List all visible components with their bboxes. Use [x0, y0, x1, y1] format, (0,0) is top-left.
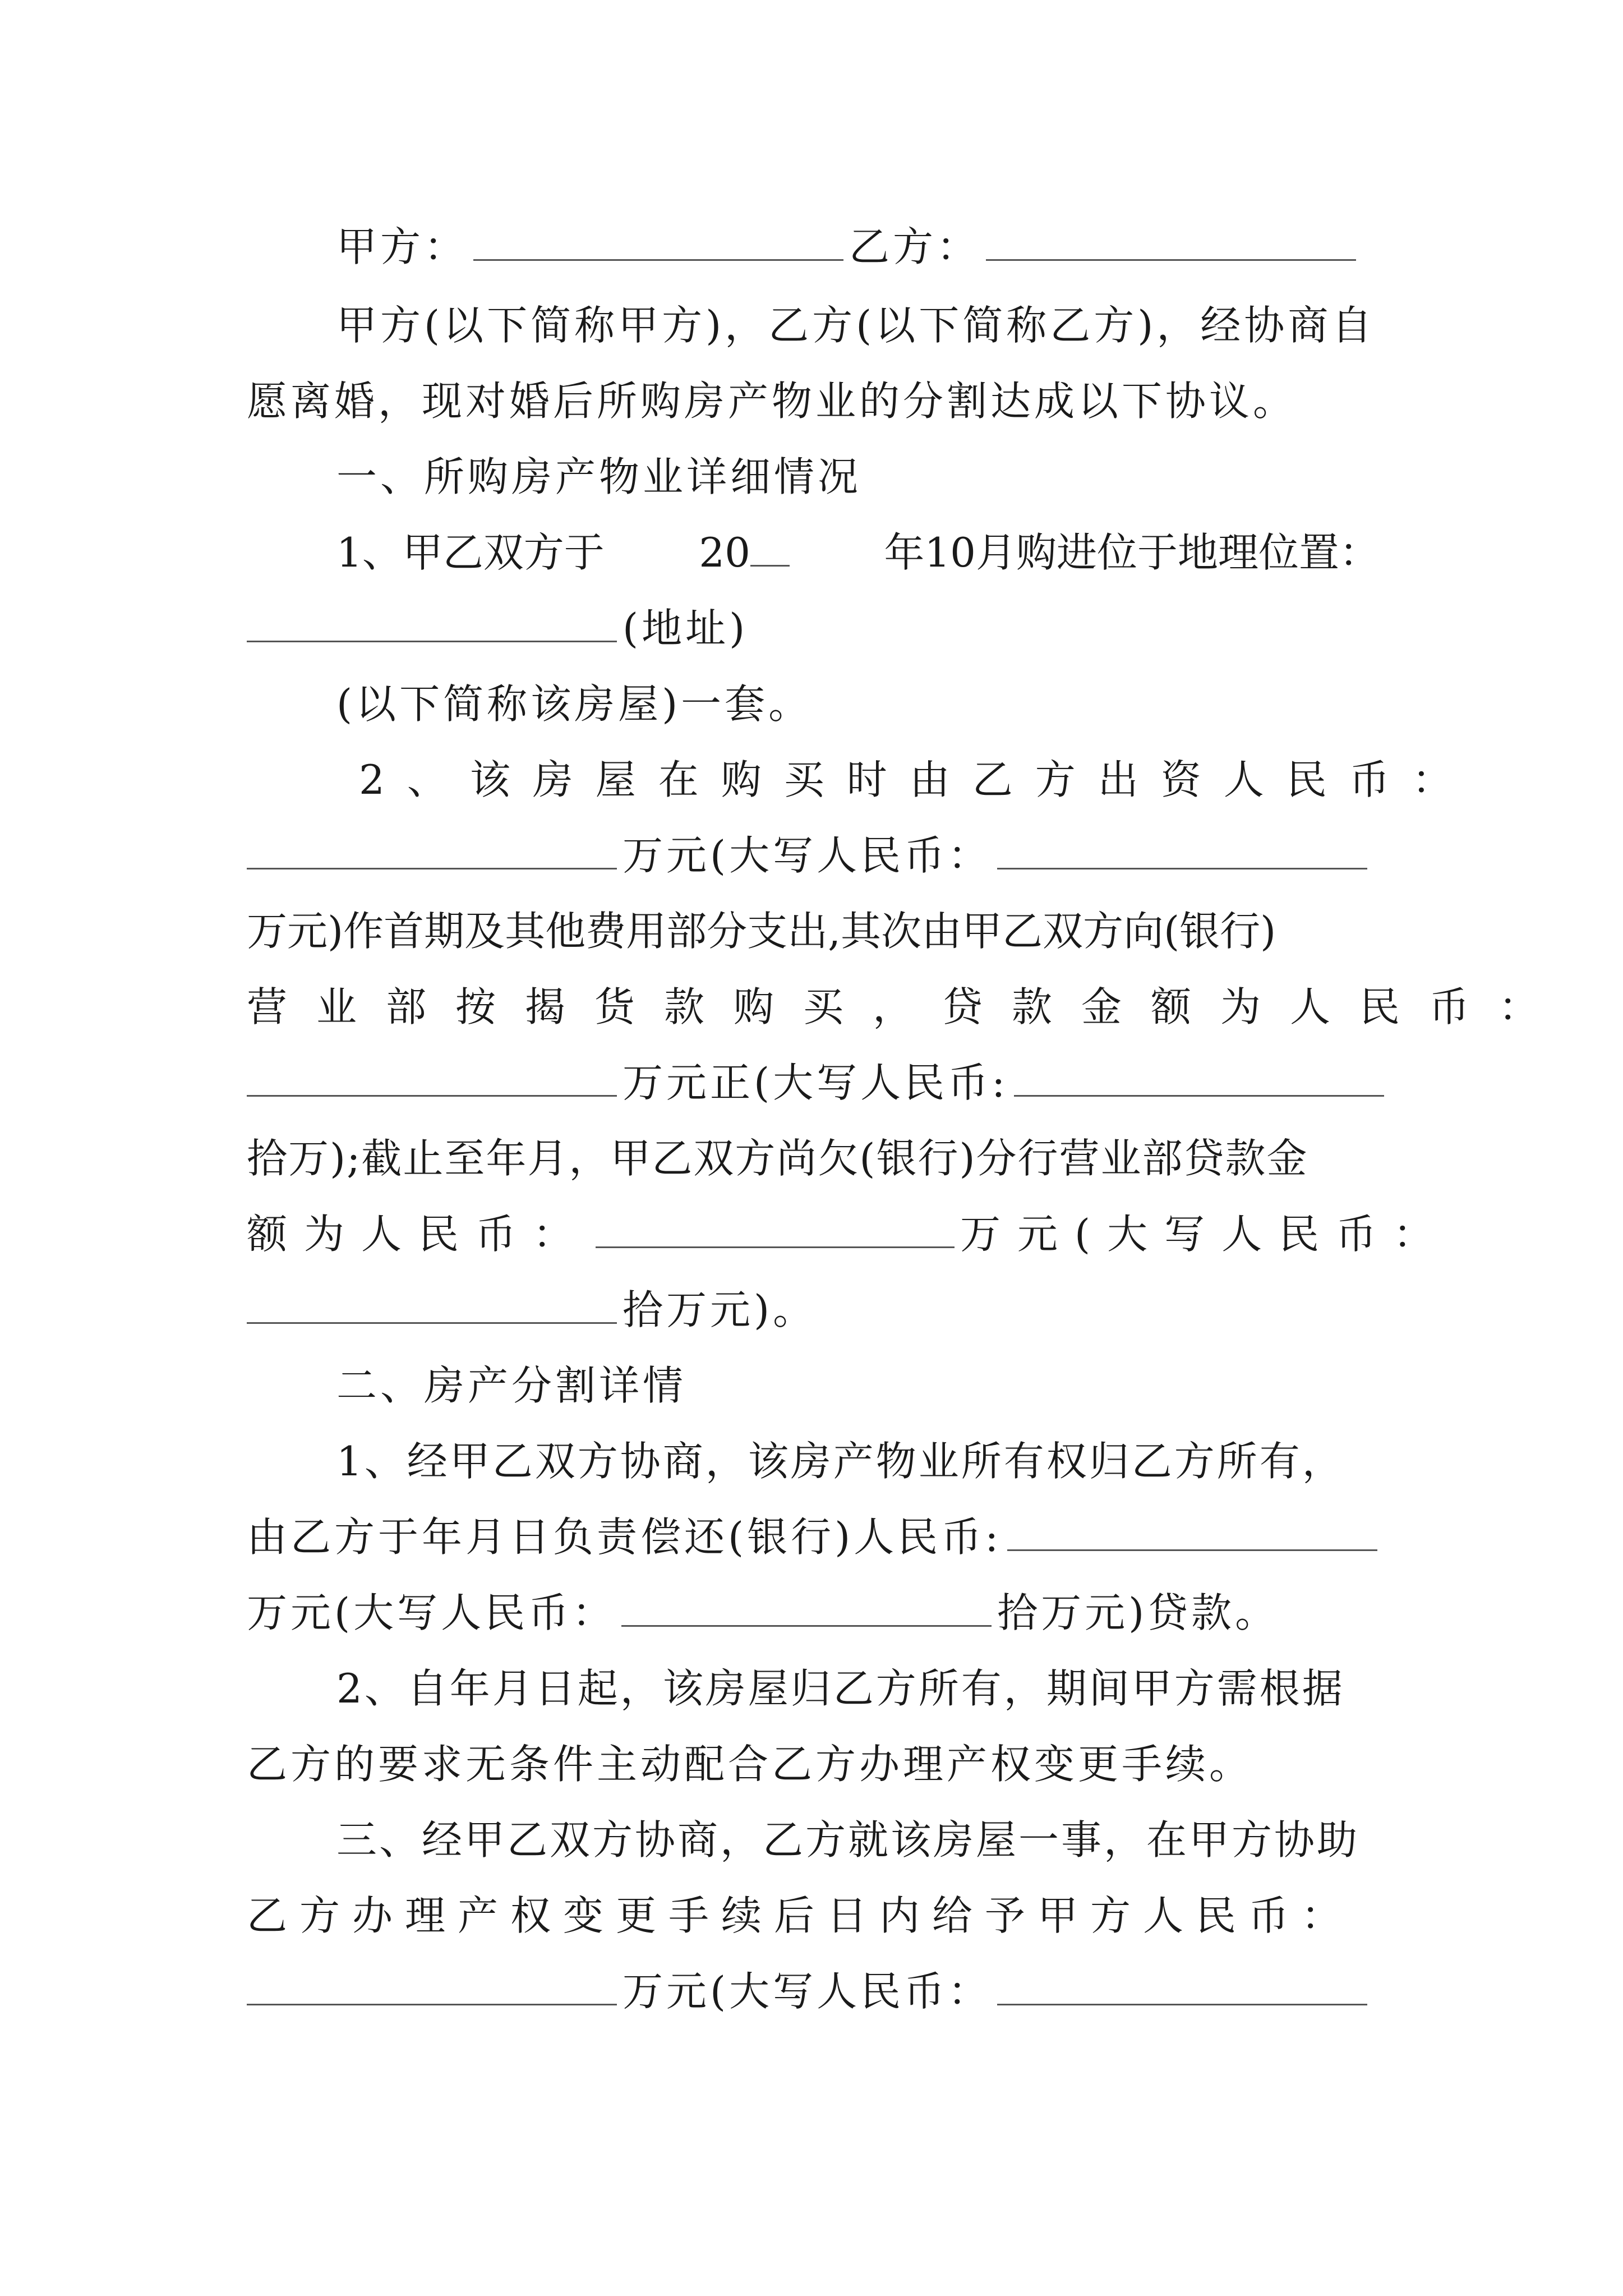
item-1-2-a: 万元(大写人民币： [623, 832, 992, 879]
item-2-1-b: 由乙方于年月日负责偿还(银行)人民币: [247, 1513, 1002, 1561]
item-1-2-line-d [247, 1055, 1380, 1111]
item-2-1-a: 1、经甲乙双方协商，该房产物业所有权归乙方所有， [336, 1438, 1345, 1485]
item-1-2-line-e: 拾万);截止至年月，甲乙双方尚欠(银行)分行营业部贷款金 [247, 1135, 1308, 1182]
item-1-2-line-c: 营业部按揭货款购买，贷款金额为人民币： [247, 983, 1569, 1030]
year-prefix: 20 [699, 529, 750, 576]
repay-amount-blank[interactable] [1007, 1509, 1377, 1551]
item-2-1-c-2: 拾万元)贷款。 [997, 1589, 1279, 1636]
section-2-title: 二、房产分割详情 [336, 1362, 687, 1409]
item-2-1-c-line [247, 1585, 1380, 1641]
parties-line [336, 219, 1380, 275]
pay-words-blank[interactable] [997, 1963, 1367, 2005]
item-2-1-b-line [247, 1509, 1380, 1565]
item-1-2-start [359, 752, 1475, 808]
address-blank[interactable] [247, 600, 617, 642]
intro-line-1: 甲方(以下简称甲方)，乙方(以下简称乙方)，经协商自 [336, 302, 1376, 349]
amount-blank-1[interactable] [247, 827, 617, 869]
item-1-2-line-a [247, 827, 1380, 884]
item-1-1-end: (以下简称该房屋)一套。 [336, 680, 813, 728]
item-1-2-text: 2、该房屋在购买时由乙方出资人民币： [359, 756, 1475, 803]
item-1-2-g: 拾万元)。 [623, 1286, 817, 1333]
pay-amount-blank[interactable] [247, 1963, 617, 2005]
amount-words-blank-1[interactable] [997, 827, 1367, 869]
item-1-1-text-2: 年10月购进位于地理位置： [884, 529, 1380, 576]
owed-amount-blank[interactable] [596, 1206, 955, 1248]
item-1-1-line [336, 524, 1380, 581]
item-2-2-a: 2、自年月日起，该房屋归乙方所有，期间甲方需根据 [336, 1665, 1345, 1712]
loan-amount-blank[interactable] [247, 1055, 617, 1097]
item-1-2-d: 万元正(大写人民币: [623, 1059, 1009, 1106]
section-3-c: 万元(大写人民币： [623, 1968, 992, 2015]
section-3-c-line [247, 1963, 1380, 2019]
party-b-blank[interactable] [986, 219, 1356, 261]
item-1-2-line-b: 万元)作首期及其他费用部分支出,其次由甲乙双方向(银行) [247, 908, 1276, 955]
party-a-blank[interactable] [473, 219, 843, 261]
section-3-a: 三、经甲乙双方协商，乙方就该房屋一事，在甲方协助 [336, 1816, 1360, 1864]
intro-line-2: 愿离婚，现对婚后所购房产物业的分割达成以下协议。 [247, 378, 1297, 425]
item-2-2-b: 乙方的要求无条件主动配合乙方办理产权变更手续。 [247, 1741, 1253, 1788]
party-b-label: 乙方： [849, 223, 981, 270]
party-a-label: 甲方： [336, 223, 468, 270]
item-1-2-f-2: 万元(大写人民币： [960, 1211, 1451, 1258]
item-2-1-c-1: 万元(大写人民币： [247, 1589, 616, 1636]
year-blank[interactable] [750, 524, 790, 567]
repay-words-blank[interactable] [621, 1585, 992, 1627]
item-1-2-line-g [247, 1282, 1380, 1338]
item-1-2-line-f [247, 1206, 1451, 1262]
section-3-b: 乙方办理产权变更手续后日内给予甲方人民币： [247, 1892, 1354, 1939]
owed-words-blank[interactable] [247, 1282, 617, 1324]
address-line [247, 600, 1380, 656]
loan-words-blank[interactable] [1014, 1055, 1384, 1097]
address-label: (地址) [623, 605, 749, 652]
item-1-2-f-1: 额为人民币： [247, 1211, 591, 1258]
item-1-1-text: 1、甲乙双方于 [336, 529, 605, 576]
section-1-title: 一、所购房产物业详细情况 [336, 453, 862, 500]
